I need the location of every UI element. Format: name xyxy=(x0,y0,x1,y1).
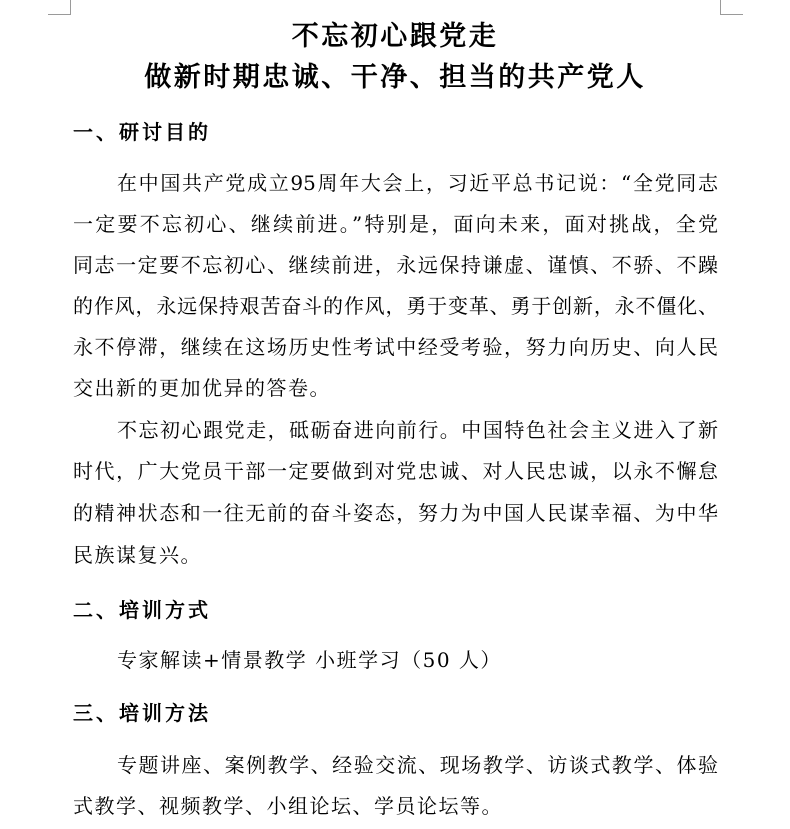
paragraph-line: 一定要不忘初心、继续前进。”特别是，面向未来，面对挑战，全党 xyxy=(73,212,718,236)
paragraph-line: 同志一定要不忘初心、继续前进，永远保持谦虚、谨慎、不骄、不躁 xyxy=(73,253,718,277)
section-heading-3: 三、培训方法 xyxy=(73,701,211,725)
corner-mark-top-left-horizontal xyxy=(48,14,71,15)
corner-mark-top-right-horizontal xyxy=(720,14,743,15)
paragraph-line: 的精神状态和一往无前的奋斗姿态，努力为中国人民谋幸福、为中华 xyxy=(73,501,718,525)
paragraph-line: 时代，广大党员干部一定要做到对党忠诚、对人民忠诚，以永不懈怠 xyxy=(73,459,718,483)
paragraph-line: 民族谋复兴。 xyxy=(73,543,202,567)
section-heading-2: 二、培训方式 xyxy=(73,598,211,622)
paragraph-line: 专题讲座、案例教学、经验交流、现场教学、访谈式教学、体验 xyxy=(117,753,718,777)
paragraph-line: 专家解读+情景教学 小班学习（50 人） xyxy=(117,648,502,672)
document-title-line-1: 不忘初心跟党走 xyxy=(291,21,499,52)
paragraph-line: 不忘初心跟党走，砥砺奋进向前行。中国特色社会主义进入了新 xyxy=(117,418,718,442)
paragraph-line: 在中国共产党成立95周年大会上，习近平总书记说：“全党同志 xyxy=(117,171,718,195)
paragraph-line: 永不停滞，继续在这场历史性考试中经受考验，努力向历史、向人民 xyxy=(73,335,718,359)
document-title-line-2: 做新时期忠诚、干净、担当的共产党人 xyxy=(144,62,646,93)
paragraph-line: 交出新的更加优异的答卷。 xyxy=(73,376,331,400)
paragraph-line: 的作风，永远保持艰苦奋斗的作风，勇于变革、勇于创新，永不僵化、 xyxy=(73,294,718,318)
section-heading-1: 一、研讨目的 xyxy=(73,120,211,144)
corner-mark-top-right-vertical xyxy=(720,0,721,15)
paragraph-line: 式教学、视频教学、小组论坛、学员论坛等。 xyxy=(73,794,503,818)
corner-mark-top-left-vertical xyxy=(70,0,71,15)
